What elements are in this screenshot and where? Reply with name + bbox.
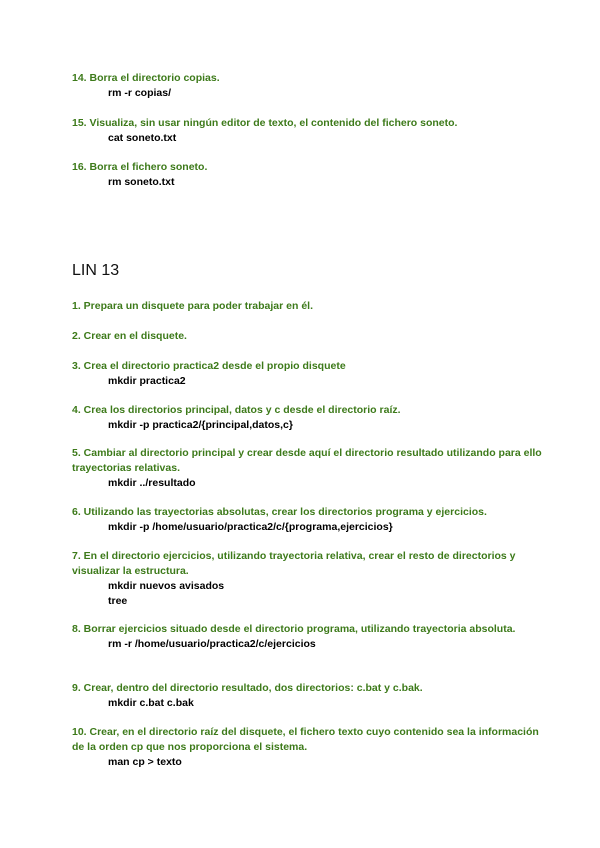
exercise-command: mkdir -p practica2/{principal,datos,c} [108,419,293,431]
exercise-item [72,403,542,433]
exercise-question: 1. Prepara un disquete para poder trabajar en él. [72,300,313,312]
exercise-command: mkdir practica2 [108,375,186,387]
exercise-question: 8. Borrar ejercicios situado desde el directorio programa, utilizando trayectoria absoluta. [72,623,516,635]
exercise-command: cat soneto.txt [108,132,177,144]
exercise-question: 5. Cambiar al directorio principal y crear desde aquí el directorio resultado utilizando para ello trayectorias relativas. [72,447,542,474]
exercise-item [72,505,542,535]
exercise-command: mkdir c.bat c.bak [108,697,194,709]
exercise-command: rm -r /home/usuario/practica2/c/ejercicios [108,638,316,650]
exercise-command: rm -r copias/ [108,87,172,99]
exercise-question: 10. Crear, en el directorio raíz del disquete, el fichero texto cuyo contenido sea la información de la orden cp que nos proporciona el sistema. [72,726,539,753]
exercise-question: 4. Crea los directorios principal, datos y c desde el directorio raíz. [72,404,401,416]
exercise-item [72,549,542,609]
exercise-question: 15. Visualiza, sin usar ningún editor de texto, el contenido del fichero soneto. [72,117,458,129]
exercise-item [72,359,542,389]
exercise-command: tree [108,595,128,607]
exercise-question: 7. En el directorio ejercicios, utilizando trayectoria relativa, crear el resto de directorios y visualizar la estructura. [72,550,516,577]
exercise-question: 16. Borra el fichero soneto. [72,161,208,173]
exercise-item [72,71,542,101]
exercise-question: 2. Crear en el disquete. [72,330,187,342]
exercise-question: 9. Crear, dentro del directorio resultado, dos directorios: c.bat y c.bak. [72,682,423,694]
exercise-command: mkdir nuevos avisados [108,580,225,592]
section-heading: LIN 13 [72,262,120,279]
exercise-item [72,681,542,711]
exercise-item [72,299,542,314]
exercise-question: 3. Crea el directorio practica2 desde el propio disquete [72,360,346,372]
exercise-question: 14. Borra el directorio copias. [72,72,220,84]
exercise-item [72,446,542,491]
exercise-item [72,116,542,146]
exercise-command: mkdir ../resultado [108,477,196,489]
exercise-item [72,622,542,652]
exercise-question: 6. Utilizando las trayectorias absolutas, crear los directorios programa y ejercicios. [72,506,487,518]
exercise-item [72,160,542,190]
exercise-item [72,725,542,770]
exercise-command: rm soneto.txt [108,176,175,188]
exercise-item [72,329,542,344]
exercise-command: mkdir -p /home/usuario/practica2/c/{programa,ejercicios} [108,521,393,533]
exercise-command: man cp > texto [108,756,182,768]
